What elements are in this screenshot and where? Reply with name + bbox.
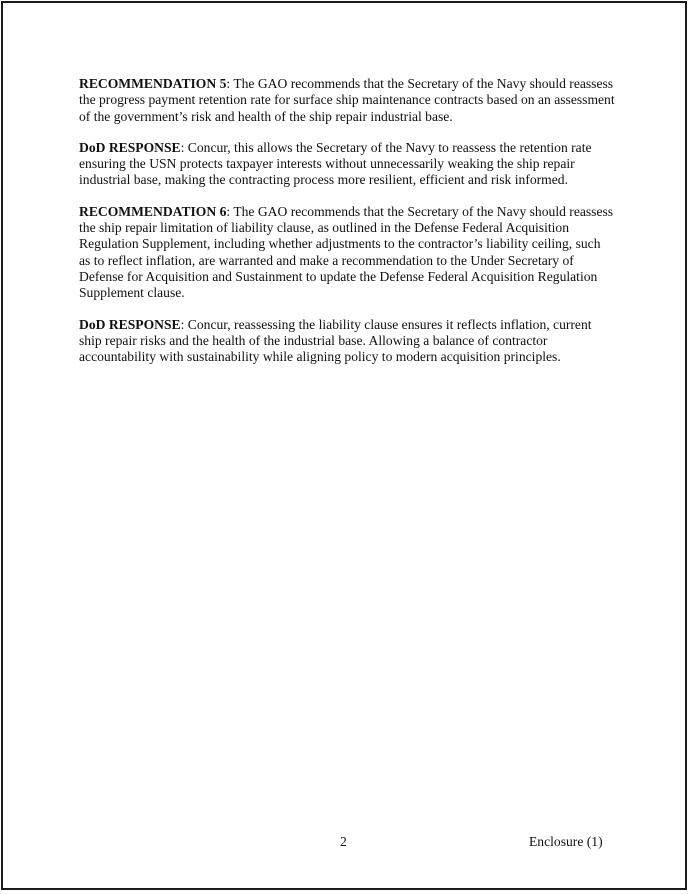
recommendation-5-label: RECOMMENDATION 5 xyxy=(79,76,227,91)
enclosure-label: Enclosure (1) xyxy=(529,834,603,849)
recommendation-6-label: RECOMMENDATION 6 xyxy=(79,203,227,219)
recommendation-6-text: : The GAO recommends that the Secretary of the Navy should reassess the ship repair limitation of liability clause, as outlined in the Defense Federal Acquisition Regulation Supplement, including whether adjustments to the contractor’s liability ceiling, such as to reflect inflation, are warranted and make a recommendation to the Under Secretary of Defense for Acquisition and Sustainment to update the Defense Federal Acquisition Regulation Supplement clause. xyxy=(79,203,614,301)
dod-response-5-text: : Concur, this allows the Secretary of the Navy to reassess the retention rate ensuring the USN protects taxpayer interests without unnecessarily weaking the ship repair industrial base, making the contracting process more resilient, efficient and risk informed. xyxy=(79,139,592,188)
recommendation-5-text: : The GAO recommends that the Secretary of the Navy should reassess the progress payment retention rate for surface ship maintenance contracts based on an assessment of the government’s risk and health of the ship repair industrial base. xyxy=(79,76,615,124)
recommendation-6-paragraph xyxy=(79,204,615,302)
dod-response-6-paragraph xyxy=(79,317,615,366)
recommendation-5-paragraph xyxy=(79,76,615,125)
document-body xyxy=(79,76,615,380)
dod-response-6-label: DoD RESPONSE xyxy=(79,316,181,332)
page-number: 2 xyxy=(340,834,347,849)
dod-response-5-paragraph xyxy=(79,140,615,189)
dod-response-5-label: DoD RESPONSE xyxy=(79,139,181,155)
dod-response-6-text: : Concur, reassessing the liability clause ensures it reflects inflation, current ship repair risks and the health of the industrial base. Allowing a balance of contractor accountability with sustainability while aligning policy to modern acquisition principles. xyxy=(79,316,592,365)
